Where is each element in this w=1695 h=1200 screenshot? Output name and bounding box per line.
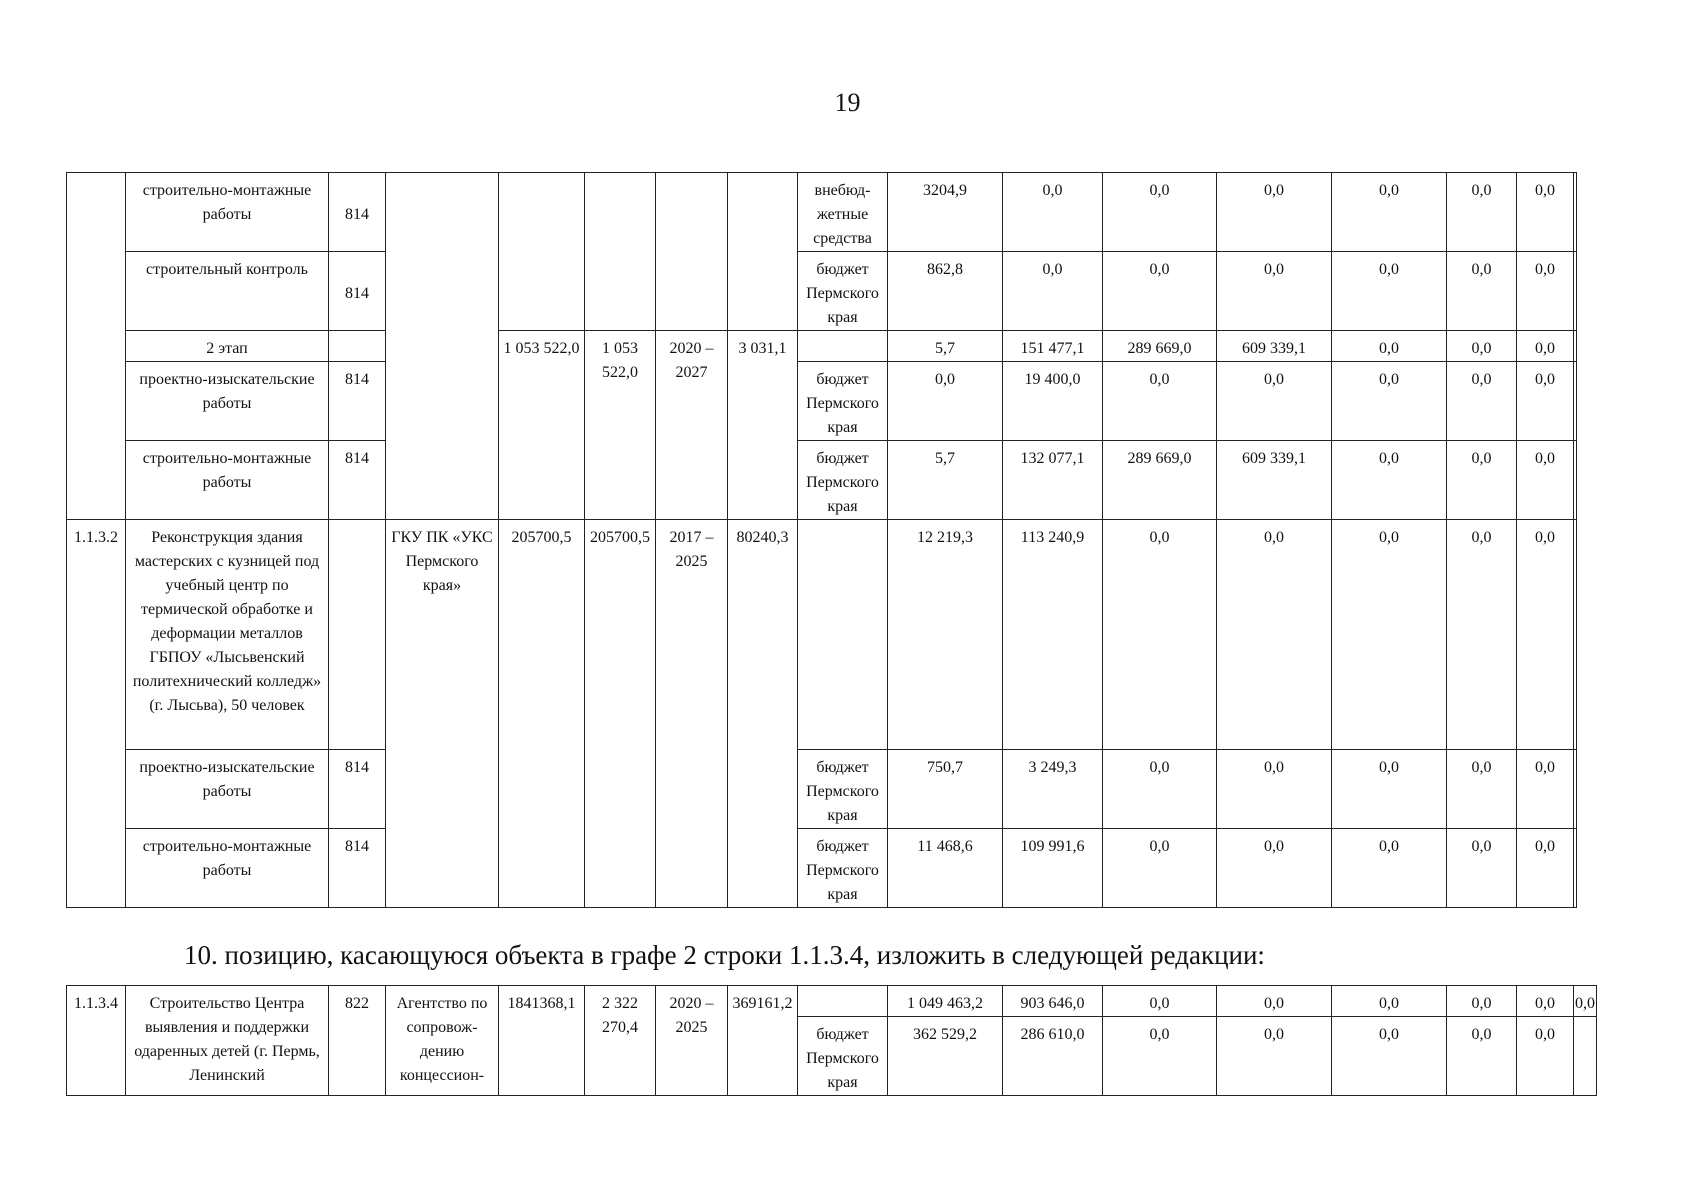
value-cell: 0,0 bbox=[1103, 750, 1217, 829]
value-cell: 0,0 bbox=[1517, 520, 1574, 750]
object-name: строительно-монтажные работы bbox=[126, 829, 329, 908]
cell-c3 bbox=[728, 173, 798, 331]
code bbox=[329, 520, 386, 750]
cell-c1 bbox=[499, 173, 585, 331]
cell-c3: 3 031,1 bbox=[728, 331, 798, 520]
code: 814 bbox=[329, 441, 386, 520]
organization: Агентство по сопровож-дению концессион- bbox=[386, 986, 499, 1096]
object-name: строительно-монтажные работы bbox=[126, 173, 329, 252]
cell-period: 2017 – 2025 bbox=[656, 520, 728, 908]
value-cell: 0,0 bbox=[1217, 750, 1332, 829]
code: 814 bbox=[329, 750, 386, 829]
empty-cell bbox=[1574, 829, 1577, 908]
object-name: строительный контроль bbox=[126, 252, 329, 331]
funding-source: бюджет Пермского края bbox=[798, 1017, 888, 1096]
table-row bbox=[67, 252, 1577, 331]
value-cell: 11 468,6 bbox=[888, 829, 1003, 908]
value-cell: 609 339,1 bbox=[1217, 441, 1332, 520]
cell-period bbox=[656, 173, 728, 331]
value-cell: 1 049 463,2 bbox=[888, 986, 1003, 1017]
value-cell: 151 477,1 bbox=[1003, 331, 1103, 362]
value-cell: 19 400,0 bbox=[1003, 362, 1103, 441]
value-cell: 0,0 bbox=[1103, 986, 1217, 1017]
value-cell: 3 249,3 bbox=[1003, 750, 1103, 829]
value-cell: 0,0 bbox=[1103, 362, 1217, 441]
row-number bbox=[67, 173, 126, 520]
budget-table-continued bbox=[66, 172, 1577, 908]
value-cell: 0,0 bbox=[1217, 252, 1332, 331]
value-cell: 0,0 bbox=[1447, 441, 1517, 520]
value-cell: 12 219,3 bbox=[888, 520, 1003, 750]
cell-c3: 369161,2 bbox=[728, 986, 798, 1096]
value-cell: 0,0 bbox=[1517, 173, 1574, 252]
budget-table-amended bbox=[66, 985, 1597, 1096]
value-cell: 289 669,0 bbox=[1103, 441, 1217, 520]
funding-source: внебюд-жетные средства bbox=[798, 173, 888, 252]
funding-source: бюджет Пермского края bbox=[798, 750, 888, 829]
organization: ГКУ ПК «УКС Пермского края» bbox=[386, 520, 499, 908]
value-cell: 0,0 bbox=[1517, 750, 1574, 829]
value-cell: 0,0 bbox=[1447, 173, 1517, 252]
value-cell: 132 077,1 bbox=[1003, 441, 1103, 520]
value-cell: 750,7 bbox=[888, 750, 1003, 829]
code bbox=[329, 331, 386, 362]
table-row bbox=[67, 520, 1577, 750]
value-cell: 0,0 bbox=[1332, 829, 1447, 908]
value-cell: 0,0 bbox=[1103, 252, 1217, 331]
value-cell: 0,0 bbox=[1447, 986, 1517, 1017]
object-name: строительно-монтажные работы bbox=[126, 441, 329, 520]
code: 814 bbox=[329, 362, 386, 441]
object-name: Строительство Центра выявления и поддержки одаренных детей (г. Пермь, Ленинский bbox=[126, 986, 329, 1096]
funding-source: бюджет Пермского края bbox=[798, 362, 888, 441]
cell-c2: 2 322 270,4 bbox=[585, 986, 656, 1096]
empty-cell bbox=[1574, 173, 1577, 252]
table-row bbox=[67, 173, 1577, 252]
value-cell: 609 339,1 bbox=[1217, 331, 1332, 362]
cell-c1: 1 053 522,0 bbox=[499, 331, 585, 520]
value-cell: 0,0 bbox=[1517, 331, 1574, 362]
value-cell: 0,0 bbox=[1332, 750, 1447, 829]
value-cell: 5,7 bbox=[888, 441, 1003, 520]
code: 822 bbox=[329, 986, 386, 1096]
value-cell: 0,0 bbox=[1447, 520, 1517, 750]
value-cell: 0,0 bbox=[1332, 986, 1447, 1017]
code: 814 bbox=[329, 829, 386, 908]
value-cell: 0,0 bbox=[1517, 986, 1574, 1017]
table-row bbox=[67, 441, 1577, 520]
value-cell: 903 646,0 bbox=[1003, 986, 1103, 1017]
organization bbox=[386, 173, 499, 520]
value-cell: 3204,9 bbox=[888, 173, 1003, 252]
empty-cell bbox=[1574, 750, 1577, 829]
value-cell: 0,0 bbox=[1103, 173, 1217, 252]
funding-source: бюджет Пермского края bbox=[798, 441, 888, 520]
value-cell: 0,0 bbox=[1447, 1017, 1517, 1096]
value-cell: 862,8 bbox=[888, 252, 1003, 331]
value-cell: 0,0 bbox=[1217, 173, 1332, 252]
row-number: 1.1.3.2 bbox=[67, 520, 126, 908]
value-cell: 0,0 bbox=[1003, 173, 1103, 252]
cell-c1: 1841368,1 bbox=[499, 986, 585, 1096]
object-name: 2 этап bbox=[126, 331, 329, 362]
object-name: проектно-изыскательские работы bbox=[126, 750, 329, 829]
value-cell: 0,0 bbox=[1217, 362, 1332, 441]
cell-c2: 205700,5 bbox=[585, 520, 656, 908]
value-cell: 0,0 bbox=[1447, 362, 1517, 441]
value-cell: 0,0 bbox=[1447, 331, 1517, 362]
value-cell: 0,0 bbox=[1217, 829, 1332, 908]
row-number: 1.1.3.4 bbox=[67, 986, 126, 1096]
value-cell: 0,0 bbox=[1517, 252, 1574, 331]
value-cell: 286 610,0 bbox=[1003, 1017, 1103, 1096]
table-row bbox=[67, 750, 1577, 829]
value-cell: 0,0 bbox=[1332, 331, 1447, 362]
cell-period: 2020 – 2025 bbox=[656, 986, 728, 1096]
cell-c1: 205700,5 bbox=[499, 520, 585, 908]
empty-cell bbox=[1574, 441, 1577, 520]
empty-cell bbox=[1574, 1017, 1597, 1096]
funding-source bbox=[798, 520, 888, 750]
funding-source bbox=[798, 986, 888, 1017]
value-cell: 0,0 bbox=[1517, 441, 1574, 520]
funding-source: бюджет Пермского края bbox=[798, 829, 888, 908]
value-cell: 113 240,9 bbox=[1003, 520, 1103, 750]
value-cell: 0,0 bbox=[1332, 173, 1447, 252]
value-cell: 0,0 bbox=[1217, 1017, 1332, 1096]
code: 814 bbox=[329, 252, 386, 331]
value-cell: 0,0 bbox=[1003, 252, 1103, 331]
value-cell: 0,0 bbox=[1447, 750, 1517, 829]
page-number: 19 bbox=[834, 88, 861, 117]
value-cell: 0,0 bbox=[1103, 1017, 1217, 1096]
value-cell: 0,0 bbox=[888, 362, 1003, 441]
table-row bbox=[67, 829, 1577, 908]
value-cell: 0,0 bbox=[1332, 441, 1447, 520]
value-cell: 0,0 bbox=[1103, 520, 1217, 750]
value-cell: 0,0 bbox=[1217, 520, 1332, 750]
cell-c2 bbox=[585, 173, 656, 331]
value-cell: 5,7 bbox=[888, 331, 1003, 362]
value-cell: 0,0 bbox=[1103, 829, 1217, 908]
value-cell: 362 529,2 bbox=[888, 1017, 1003, 1096]
value-cell: 0,0 bbox=[1517, 829, 1574, 908]
value-cell: 0,0 bbox=[1517, 362, 1574, 441]
value-cell: 0,0 bbox=[1574, 986, 1597, 1017]
table-row bbox=[67, 986, 1597, 1017]
empty-cell bbox=[1574, 331, 1577, 362]
value-cell: 109 991,6 bbox=[1003, 829, 1103, 908]
value-cell: 0,0 bbox=[1447, 829, 1517, 908]
amendment-note: 10. позицию, касающуюся объекта в графе 2 строки 1.1.3.4, изложить в следующей редакции: bbox=[184, 940, 1265, 970]
value-cell: 0,0 bbox=[1332, 520, 1447, 750]
empty-cell bbox=[1574, 252, 1577, 331]
funding-source bbox=[798, 331, 888, 362]
value-cell: 289 669,0 bbox=[1103, 331, 1217, 362]
empty-cell bbox=[1574, 520, 1577, 750]
value-cell: 0,0 bbox=[1447, 252, 1517, 331]
empty-cell bbox=[1574, 362, 1577, 441]
cell-c2: 1 053 522,0 bbox=[585, 331, 656, 520]
value-cell: 0,0 bbox=[1217, 986, 1332, 1017]
value-cell: 0,0 bbox=[1517, 1017, 1574, 1096]
object-name: Реконструкция здания мастерских с кузницей под учебный центр по термической обработке и деформации металлов ГБПОУ «Лысьвенский политехнический колледж» (г. Лысьва), 50 человек bbox=[126, 520, 329, 750]
table-row bbox=[67, 331, 1577, 362]
value-cell: 0,0 bbox=[1332, 1017, 1447, 1096]
object-name: проектно-изыскательские работы bbox=[126, 362, 329, 441]
code: 814 bbox=[329, 173, 386, 252]
cell-period: 2020 – 2027 bbox=[656, 331, 728, 520]
funding-source: бюджет Пермского края bbox=[798, 252, 888, 331]
value-cell: 0,0 bbox=[1332, 362, 1447, 441]
table-row bbox=[67, 362, 1577, 441]
cell-c3: 80240,3 bbox=[728, 520, 798, 908]
value-cell: 0,0 bbox=[1332, 252, 1447, 331]
